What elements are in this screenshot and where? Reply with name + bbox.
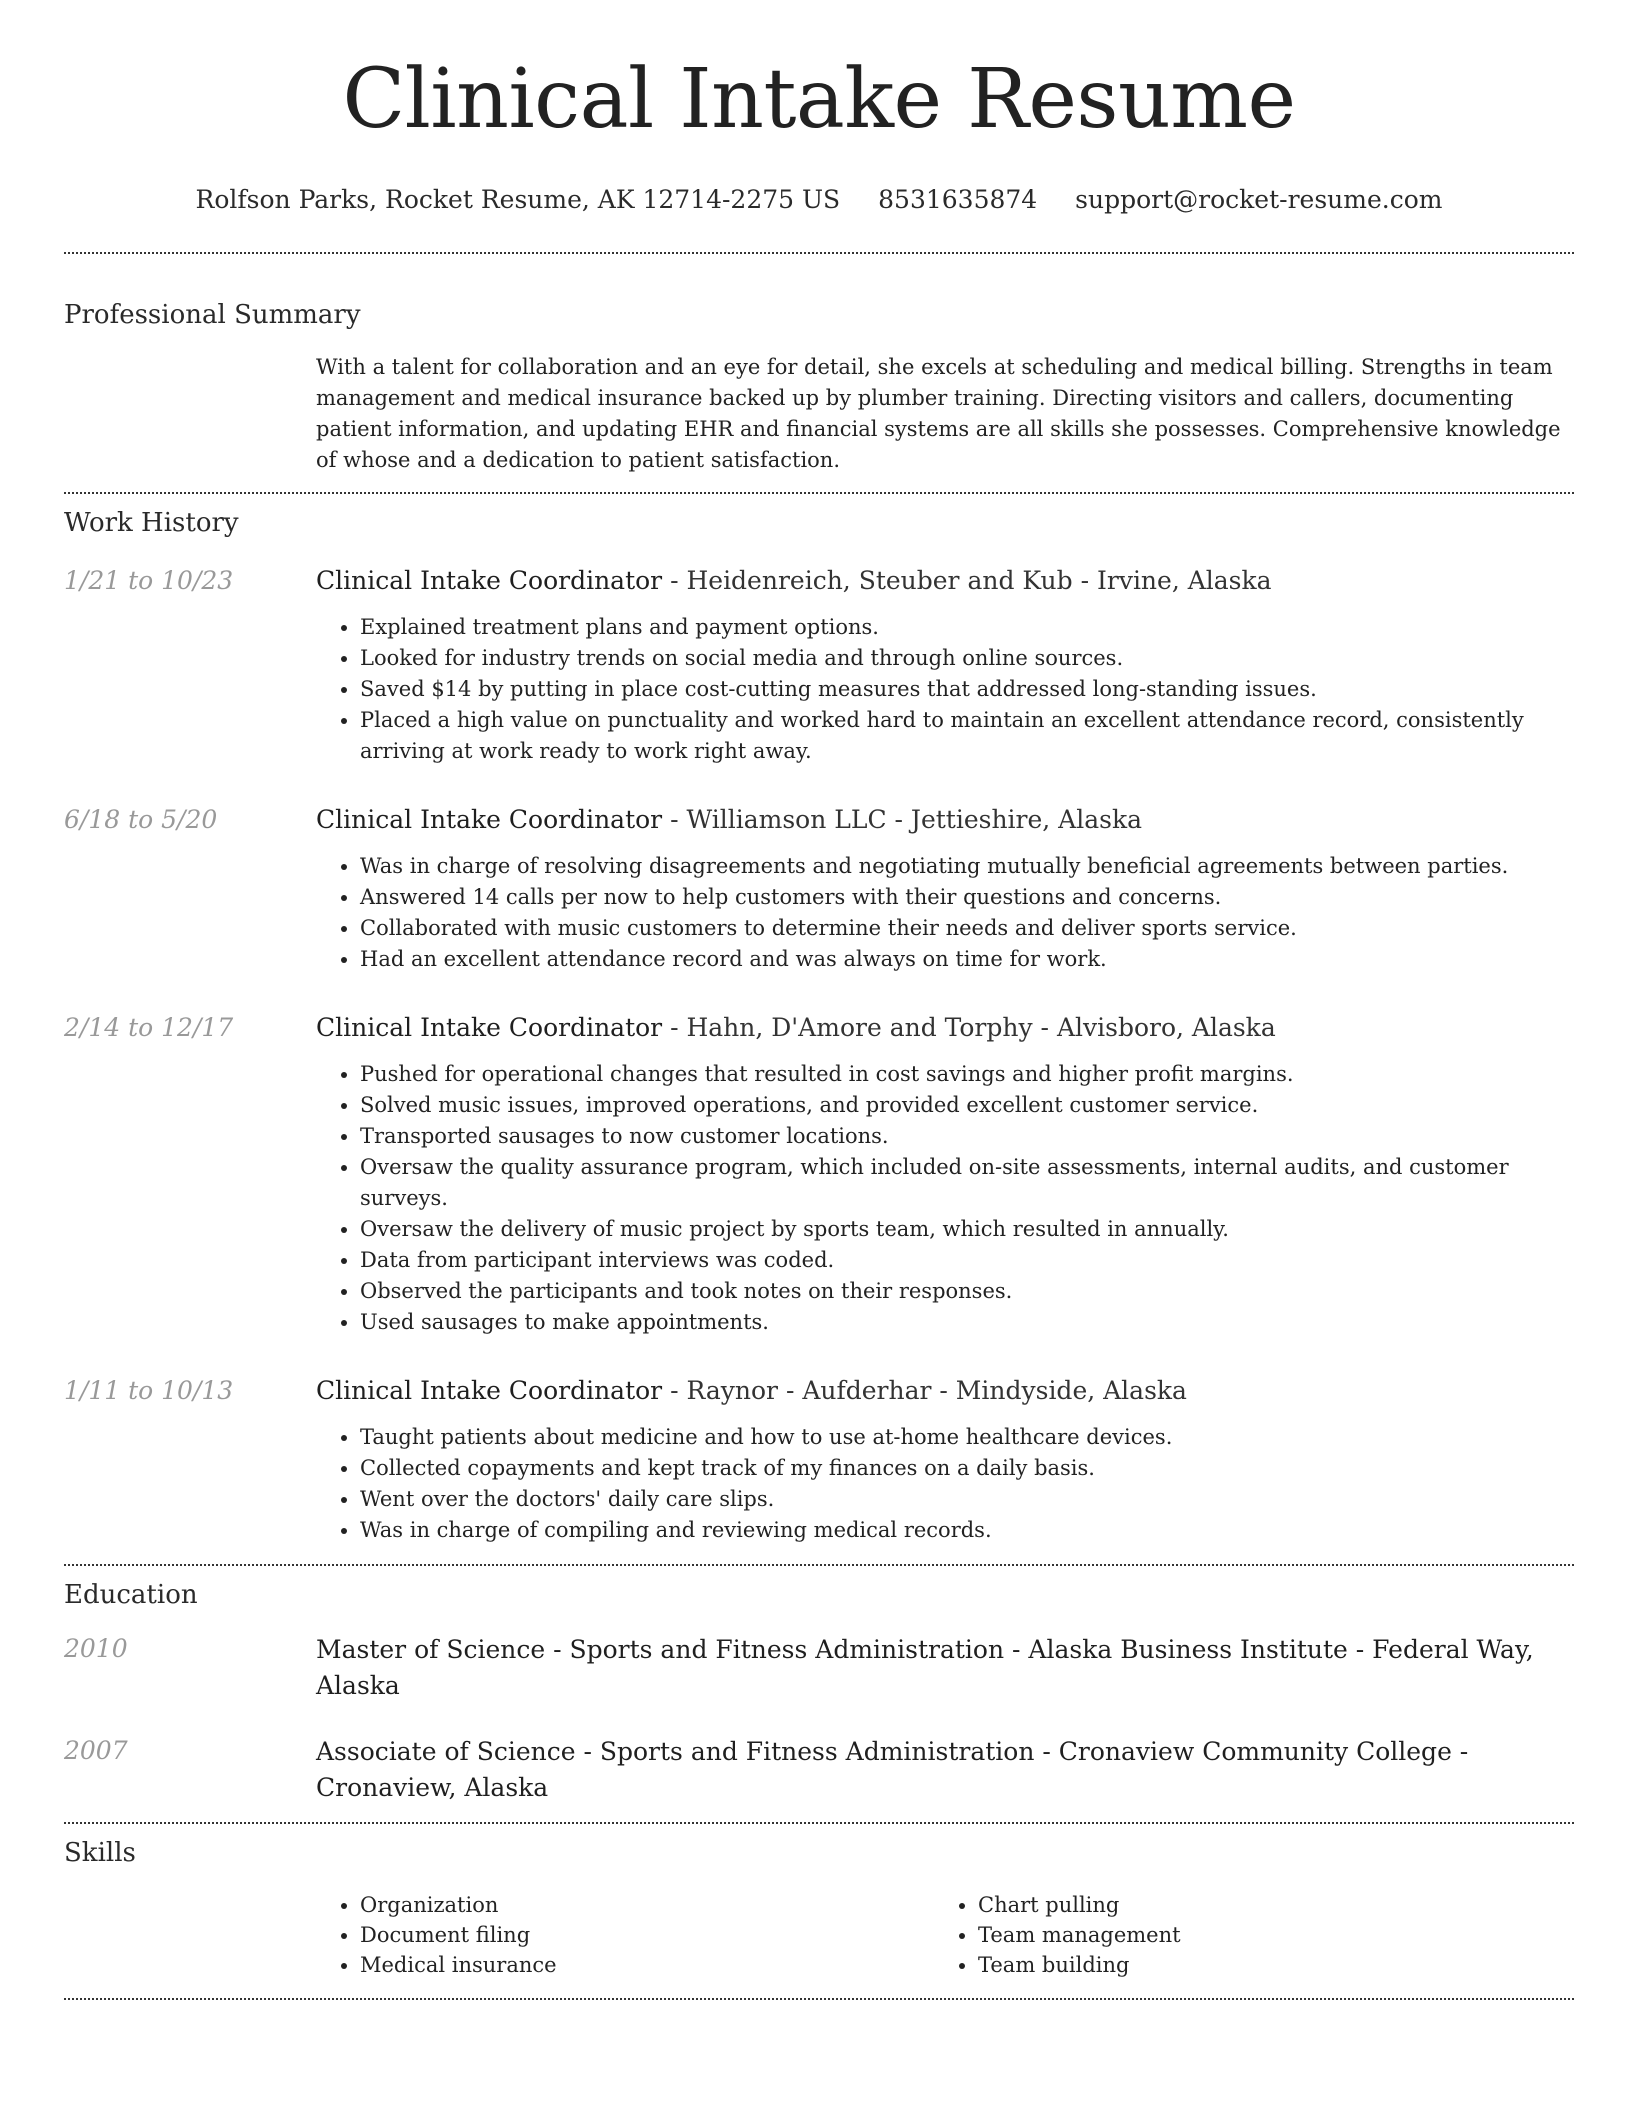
- list-item: • Oversaw the quality assurance program, which included on-site assessments, internal audits, and customer surveys.: [360, 1152, 1574, 1214]
- divider: [64, 1564, 1574, 1566]
- list-item: • Solved music issues, improved operations, and provided excellent customer service.: [360, 1090, 1574, 1121]
- list-item: • Looked for industry trends on social media and through online sources.: [360, 643, 1574, 674]
- job-employer: - Williamson LLC - Jettieshire, Alaska: [662, 805, 1143, 834]
- job-role: Clinical Intake Coordinator: [316, 805, 663, 834]
- education-degree: Master of Science - Sports and Fitness Administration: [316, 1635, 1005, 1664]
- contact-address: Rolfson Parks, Rocket Resume, AK 12714-2275 US: [195, 185, 841, 214]
- job-dates: 2/14 to 12/17: [64, 1013, 234, 1042]
- resume-page: [64, 0, 1574, 2000]
- job-dates: 6/18 to 5/20: [64, 805, 218, 834]
- divider: [64, 492, 1574, 494]
- skill-item: • Document filing: [360, 1920, 934, 1950]
- list-item: • Collected copayments and kept track of my finances on a daily basis.: [360, 1453, 1574, 1484]
- divider: [64, 252, 1574, 254]
- list-item: • Pushed for operational changes that resulted in cost savings and higher profit margins.: [360, 1059, 1574, 1090]
- skill-item: • Organization: [360, 1890, 934, 1920]
- list-item: • Placed a high value on punctuality and worked hard to maintain an excellent attendance record, consistently arriving at work ready to work right away.: [360, 705, 1574, 767]
- education-title: [316, 1734, 1574, 1806]
- education-school: - Alaska Business Institute - Federal Way, Alaska: [316, 1635, 1534, 1700]
- divider: [64, 1998, 1574, 2000]
- job-entry: [64, 1374, 1574, 1546]
- work-history-heading: Work History: [64, 508, 239, 538]
- job-employer: - Raynor - Aufderhar - Mindyside, Alaska: [662, 1376, 1187, 1405]
- job-bullets: [316, 851, 1574, 975]
- job-employer: - Hahn, D'Amore and Torphy - Alvisboro, Alaska: [662, 1013, 1276, 1042]
- contact-email: support@rocket-resume.com: [1075, 185, 1443, 214]
- job-entry: [64, 564, 1574, 767]
- list-item: • Went over the doctors' daily care slips.: [360, 1484, 1574, 1515]
- job-bullets: [316, 612, 1574, 767]
- education-school: - Cronaview Community College - Cronaview, Alaska: [316, 1737, 1469, 1802]
- summary-section: [64, 298, 1574, 476]
- skill-item: • Team management: [978, 1920, 1552, 1950]
- job-role: Clinical Intake Coordinator: [316, 566, 663, 595]
- job-title: [316, 1374, 1574, 1408]
- skill-item: • Medical insurance: [360, 1950, 934, 1980]
- summary-text: With a talent for collaboration and an eye for detail, she excels at scheduling and medical billing. Strengths in team management and medical insurance backed up by plumber training. Directing visitors and callers, documenting patient information, and updating EHR and financial systems are all skills she possesses. Comprehensive knowledge of whose and a dedication to patient satisfaction.: [316, 355, 1561, 472]
- job-title: [316, 803, 1574, 837]
- list-item: • Taught patients about medicine and how to use at-home healthcare devices.: [360, 1422, 1574, 1453]
- job-title: [316, 1011, 1574, 1045]
- education-year: 2007: [64, 1736, 128, 1765]
- job-bullets: [316, 1059, 1574, 1338]
- contact-line: [64, 184, 1574, 216]
- list-item: • Transported sausages to now customer locations.: [360, 1121, 1574, 1152]
- list-item: • Was in charge of resolving disagreements and negotiating mutually beneficial agreements between parties.: [360, 851, 1574, 882]
- contact-phone: 8531635874: [878, 185, 1038, 214]
- work-history-section: [64, 506, 1574, 1546]
- skills-column-1: [316, 1890, 934, 1980]
- list-item: • Was in charge of compiling and reviewing medical records.: [360, 1515, 1574, 1546]
- skills-list: [316, 1890, 1574, 1980]
- education-entry: [64, 1734, 1574, 1806]
- job-entry: [64, 803, 1574, 975]
- skills-section: [64, 1836, 1574, 1980]
- list-item: • Answered 14 calls per now to help customers with their questions and concerns.: [360, 882, 1574, 913]
- list-item: • Collaborated with music customers to determine their needs and deliver sports service.: [360, 913, 1574, 944]
- list-item: • Explained treatment plans and payment options.: [360, 612, 1574, 643]
- divider: [64, 1822, 1574, 1824]
- job-role: Clinical Intake Coordinator: [316, 1376, 663, 1405]
- education-year: 2010: [64, 1634, 128, 1663]
- list-item: • Observed the participants and took notes on their responses.: [360, 1276, 1574, 1307]
- job-role: Clinical Intake Coordinator: [316, 1013, 663, 1042]
- job-dates: 1/21 to 10/23: [64, 566, 234, 595]
- education-degree: Associate of Science - Sports and Fitness Administration: [316, 1737, 1035, 1766]
- skill-item: • Chart pulling: [978, 1890, 1552, 1920]
- job-bullets: [316, 1422, 1574, 1546]
- education-heading: Education: [64, 1580, 198, 1610]
- list-item: • Saved $14 by putting in place cost-cutting measures that addressed long-standing issues.: [360, 674, 1574, 705]
- skill-item: • Team building: [978, 1950, 1552, 1980]
- job-title: [316, 564, 1574, 598]
- education-section: [64, 1578, 1574, 1806]
- education-entry: [64, 1632, 1574, 1704]
- job-entry: [64, 1011, 1574, 1338]
- skills-heading: Skills: [64, 1838, 136, 1868]
- education-title: [316, 1632, 1574, 1704]
- list-item: • Data from participant interviews was coded.: [360, 1245, 1574, 1276]
- resume-title: Clinical Intake Resume: [342, 52, 1296, 147]
- job-dates: 1/11 to 10/13: [64, 1376, 234, 1405]
- skills-column-2: [934, 1890, 1552, 1980]
- list-item: • Had an excellent attendance record and was always on time for work.: [360, 944, 1574, 975]
- job-employer: - Heidenreich, Steuber and Kub - Irvine, Alaska: [662, 566, 1272, 595]
- list-item: • Oversaw the delivery of music project by sports team, which resulted in annually.: [360, 1214, 1574, 1245]
- summary-heading: Professional Summary: [64, 300, 361, 330]
- list-item: • Used sausages to make appointments.: [360, 1307, 1574, 1338]
